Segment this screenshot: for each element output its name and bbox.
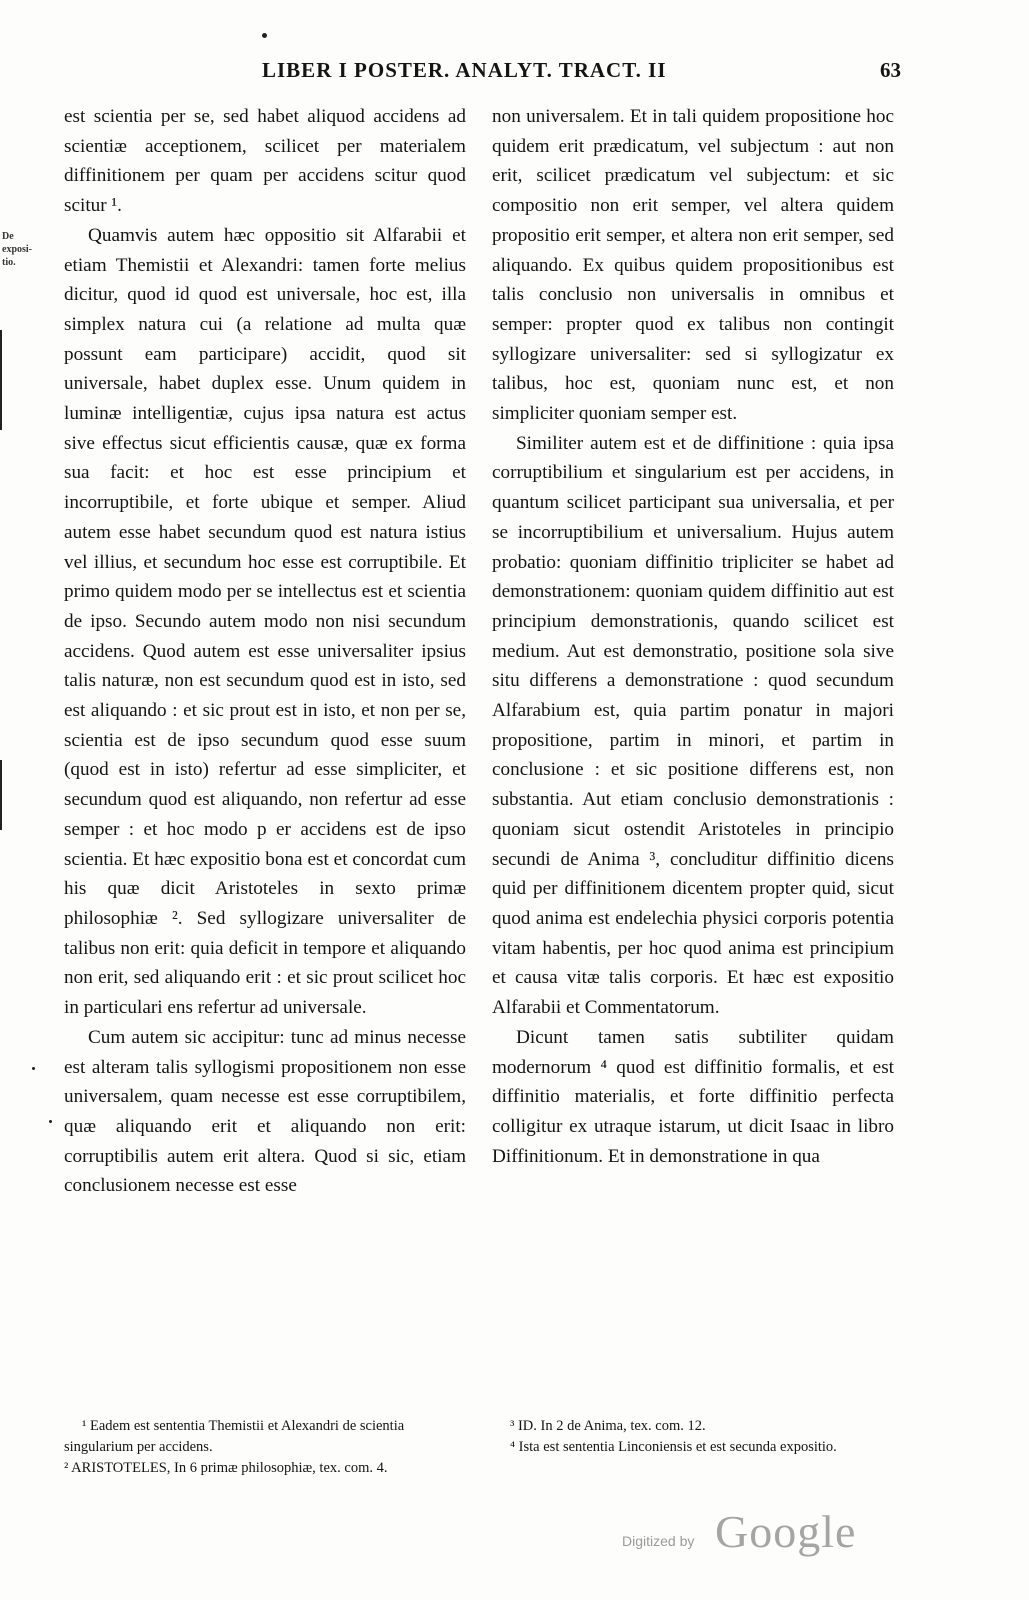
google-logo: Google — [715, 1506, 857, 1557]
footnotes-left — [64, 1416, 464, 1479]
margin-bar — [0, 760, 2, 830]
margin-dot — [32, 1067, 35, 1070]
paragraph: non universalem. Et in tali quidem propositione hoc quidem erit prædicatum, vel subjectum : aut non erit, scilicet prædicatum vel subjectum: et sic compositio non erit semper, vel altera quidem propositio erit semper, et altera non erit semper, sed aliquando. Ex quibus quidem propositionibus est talis conclusio non universalis in omnibus et semper: propter quod ex talibus non contingit syllogizare universaliter: sed si syllogizatur ex talibus, hoc est, quoniam nunc est, et non simpliciter quoniam semper est. — [492, 106, 894, 425]
footnotes-right — [492, 1416, 894, 1458]
left-column — [64, 102, 466, 1201]
running-title: LIBER I POSTER. ANALYT. TRACT. II — [262, 58, 667, 82]
footnote: ⁴ Ista est sententia Linconiensis et est secunda expositio. — [510, 1439, 837, 1455]
paragraph: Quamvis autem hæc oppositio sit Alfarabii et etiam Themistii et Alexandri: tamen forte melius dicitur, quod id quod est universale, hoc est, illa simplex natura cui (a relatione ad multa quæ possunt eam participare) accidit, quod sit universale, habet duplex esse. Unum quidem in luminæ intelligentiæ, cujus ipsa natura est actus sive effectus sicut efficientis causæ, quæ ex forma sua facit: et hoc est esse principium et incorruptibile, et forte ubique et semper. Aliud autem esse habet secundum quod est natura istius vel illius, et secundum hoc esse est corruptibile. Et primo quidem modo per se intellectus est et scientia de ipso. Secundo autem modo non nisi secundum accidens. Quod autem est esse universaliter ipsius talis naturæ, non est secundum quod est in isto, sed est aliquando : et sic prout est in isto, et non per se, scientia est de ipso secundum quod esse suum (quod est in isto) refertur ad esse simpliciter, et secundum quod est aliquando, non refertur ad esse semper : et hoc modo p er accidens est de ipso scientia. Et hæc expositio bona est et concordat cum his quæ dicit Aristoteles in sexto primæ philosophiæ ². Sed syllogizare universaliter de talibus non erit: quia deficit in tempore et aliquando non erit, sed aliquando erit : et sic prout scilicet hoc in particulari ens refertur ad universale. — [64, 224, 466, 1019]
paragraph: Similiter autem est et de diffinitione : quia ipsa corruptibilium et singularium est per accidens, in quantum scilicet participant sua universalia, et per se incorruptibilium et universalium. Hujus autem probatio: quoniam diffinitio tripliciter se habet ad demonstrationem: quoniam quidem diffinitio aut est principium demonstrationis, quando scilicet est medium. Aut est demonstratio, positione sola sive situ differens a demonstratione : quod secundum Alfarabium est, quia partim ponatur in majori propositione, partim in minori, et partim in conclusione : et sic positione differens est, non substantia. Aut etiam conclusio demonstrationis : quoniam sicut ostendit Aristoteles in principio secundi de Anima ³, concluditur diffinitio dicens quid per diffinitionem dicentem propter quid, sicut quod anima est endelechia physici corporis potentia vitam habentis, per hoc quod anima est principium et causa vitæ talis corporis. Et hæc est expositio Alfarabii et Commentatorum. — [492, 432, 894, 1019]
watermark-prefix: Digitized by — [622, 1533, 695, 1549]
top-mark — [262, 33, 267, 38]
footnote: ¹ Eadem est sententia Themistii et Alexandri de scientia singularium per accidens. — [64, 1418, 405, 1455]
running-header — [0, 58, 1029, 90]
paragraph: est scientia per se, sed habet aliquod accidens ad scientiæ acceptionem, scilicet per materialem diffinitionem per quam per accidens scitur quod scitur ¹. — [64, 106, 466, 217]
paragraph: Cum autem sic accipitur: tunc ad minus necesse est alteram talis syllogismi propositionem non esse universalem, quam necesse est esse corruptibilem, quæ aliquando erit et aliquando non erit: corruptibilis autem erit altera. Quod si sic, etiam conclusionem necesse est esse — [64, 1026, 466, 1197]
footnote: ² ARISTOTELES, In 6 primæ philosophiæ, tex. com. 4. — [64, 1460, 388, 1476]
margin-note: De exposi- tio. — [2, 231, 32, 268]
page-number: 63 — [880, 58, 901, 82]
paragraph: Dicunt tamen satis subtiliter quidam modernorum ⁴ quod est diffinitio formalis, et est diffinitio materialis, et forte diffinitio perfecta colligitur ex utraque istarum, ut dicit Isaac in libro Diffinitionum. Et in demonstratione in qua — [492, 1026, 894, 1167]
margin-dot — [49, 1120, 52, 1123]
right-column — [492, 102, 894, 1171]
margin-bar — [0, 330, 2, 430]
footnote: ³ ID. In 2 de Anima, tex. com. 12. — [510, 1418, 706, 1434]
